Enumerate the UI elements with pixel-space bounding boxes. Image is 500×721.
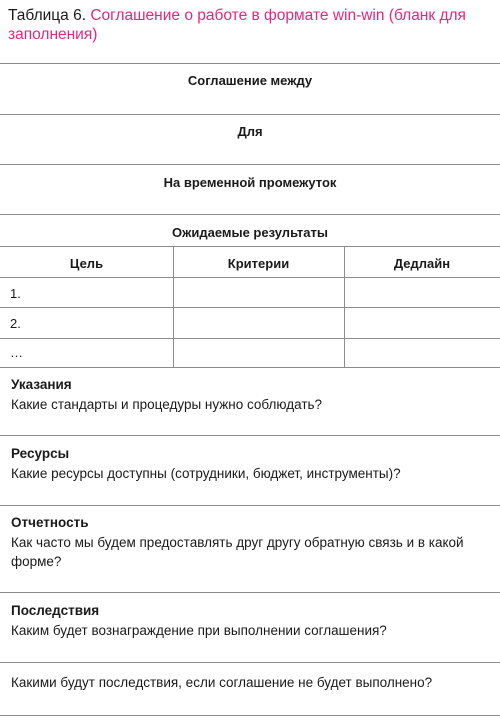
divider: [0, 114, 500, 115]
table-row-number: …: [10, 345, 23, 360]
column-header-deadline: Дедлайн: [393, 256, 451, 271]
time-period-label: На временной промежуток: [163, 175, 337, 190]
caption-number: Таблица 6.: [8, 7, 87, 24]
section-heading-instructions: Указания: [11, 377, 72, 392]
section-text-resources: Какие ресурсы доступны (сотрудники, бюджет, инструменты)?: [11, 466, 401, 481]
section-heading-consequences: Последствия: [11, 603, 100, 618]
divider: [0, 164, 500, 165]
agreement-between-label: Соглашение между: [187, 73, 313, 88]
column-header-criteria: Критерии: [227, 256, 290, 271]
divider: [0, 435, 500, 436]
divider: [0, 246, 500, 247]
expected-results-title: Ожидаемые результаты: [172, 225, 328, 240]
table-row-number: 1.: [10, 286, 21, 301]
divider: [0, 662, 500, 663]
section-text-reward: Каким будет вознаграждение при выполнении соглашения?: [11, 623, 387, 638]
section-heading-resources: Ресурсы: [11, 446, 70, 461]
caption-title: Соглашение о работе в формате win-win (бланк для заполнения): [8, 7, 466, 43]
divider: [0, 715, 500, 716]
divider: [0, 592, 500, 593]
divider: [0, 63, 500, 64]
section-heading-reporting: Отчетность: [11, 515, 89, 530]
divider: [0, 277, 500, 278]
divider: [0, 367, 500, 368]
divider: [0, 307, 500, 308]
divider: [0, 505, 500, 506]
agreement-for-label: Для: [237, 124, 263, 139]
column-header-goal: Цель: [69, 256, 104, 271]
table-row-number: 2.: [10, 316, 21, 331]
section-text-consequences: Какими будут последствия, если соглашение не будет выполнено?: [11, 675, 433, 690]
table-caption: [8, 6, 478, 44]
divider: [0, 338, 500, 339]
section-text-reporting: Как часто мы будем предоставлять друг другу обратную связь и в какой форме?: [11, 535, 464, 569]
divider: [0, 214, 500, 215]
section-text-instructions: Какие стандарты и процедуры нужно соблюдать?: [11, 397, 323, 412]
